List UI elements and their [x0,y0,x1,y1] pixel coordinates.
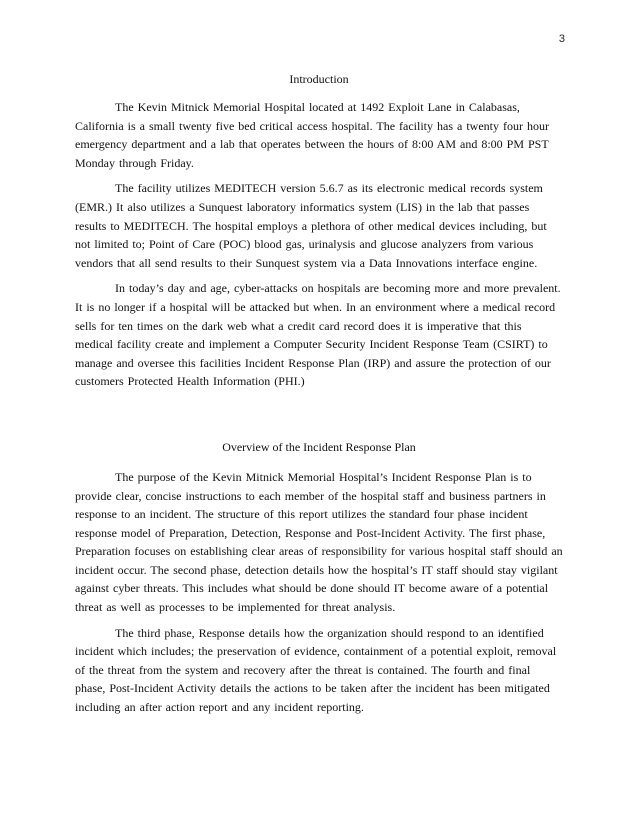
page-number: 3 [558,33,565,45]
paragraph: The third phase, Response details how the organization should respond to an identified incident which includes; the preservation of evidence, containment of a potential exploit, removal of the threat from the system and recovery after the threat is contained. The fourth and final phase, Post-Incident Activity details the actions to be taken after the incident has been mitigated including an after action report and any incident reporting. [75,625,557,715]
document-body [75,70,563,724]
paragraph: The purpose of the Kevin Mitnick Memorial Hospital’s Incident Response Plan is to provide clear, concise instructions to each member of the hospital staff and business partners in response to an incident. The structure of this report utilizes the standard four phase incident response model of Preparation, Detection, Response and Post-Incident Activity. The first phase, Preparation focuses on establishing clear areas of responsibility for various hospital staff should an incident occur. The second phase, detection details how the hospital’s IT staff should stay vigilant against cyber threats. This includes what should be done should IT become aware of a potential threat as well as processes to be implemented for threat analysis. [75,469,563,615]
section-heading: Overview of the Incident Response Plan [222,439,416,454]
paragraph: The Kevin Mitnick Memorial Hospital located at 1492 Exploit Lane in Calabasas, California is a small twenty five bed critical access hospital. The facility has a twenty four hour emergency department and a lab that operates between the hours of 8:00 AM and 8:00 PM PST Monday through Friday. [75,100,549,170]
section-overview [75,438,563,717]
section-introduction [75,70,563,391]
section-spacer [75,398,563,438]
section-heading: Introduction [289,72,349,86]
paragraph: The facility utilizes MEDITECH version 5.6.7 as its electronic medical records system (EMR.) It also utilizes a Sunquest laboratory informatics system (LIS) in the lab that passes results to MEDITECH. The hospital employs a plethora of other medical devices including, but not limited to; Point of Care (POC) blood gas, urinalysis and glucose analyzers from various vendors that all send results to their Sunquest system via a Data Innovations interface engine. [75,181,547,270]
paragraph: In today’s day and age, cyber-attacks on hospitals are becoming more and more prevalent. It is no longer if a hospital will be attacked but when. In an environment where a medical record sells for ten times on the dark web what a credit card record does it is imperative that this medical facility create and implement a Computer Security Incident Response Team (CSIRT) to manage and oversee this facilities Incident Response Plan (IRP) and assure the protection of our customers Protected Health Information (PHI.) [75,281,561,389]
